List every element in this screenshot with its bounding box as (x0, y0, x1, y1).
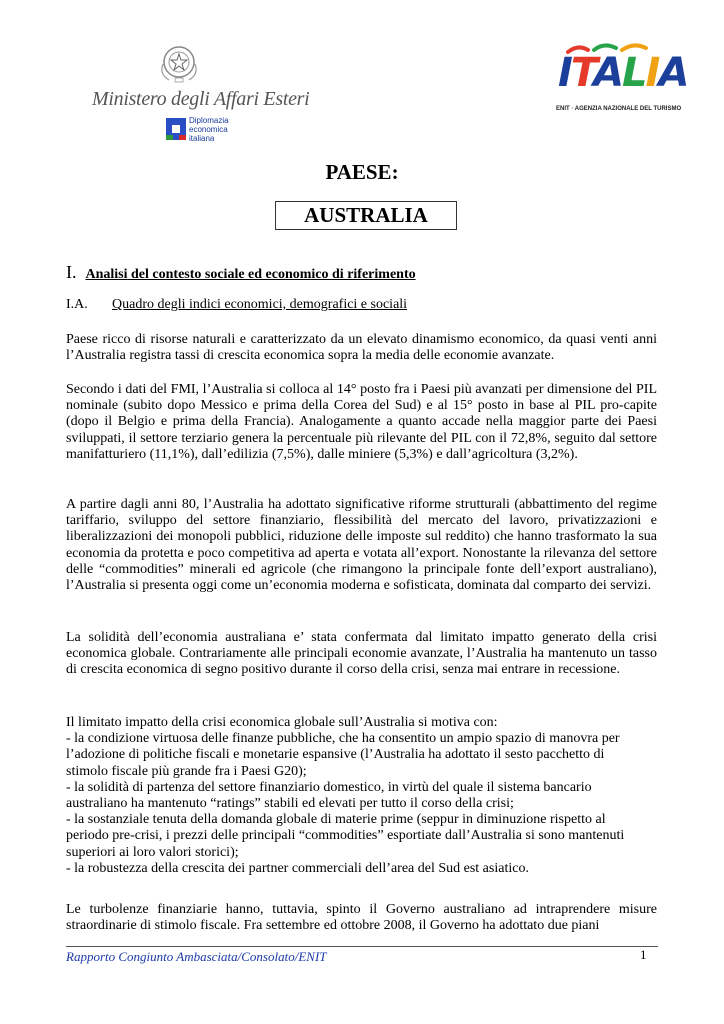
brand-letter: A (658, 50, 688, 96)
brand-letter: I (558, 50, 571, 96)
list-line: - la robustezza della crescita dei partner commerciali dell’area del Sud est asiatico. (66, 860, 529, 876)
paragraph: Le turbolenze finanziarie hanno, tuttavia, spinto il Governo australiano ad intraprendere misure straordinarie di stimolo fiscale. Fra settembre ed ottobre 2008, il Governo ha adottato due piani (66, 902, 657, 934)
section-number: I. (66, 262, 77, 282)
diplomacy-flag-icon (166, 118, 186, 140)
list-line: australiano ha mantenuto “ratings” stabili ed elevati per tutto il corso della crisi; (66, 796, 514, 812)
list-intro: Il limitato impatto della crisi economica globale sull’Australia si motiva con: (66, 715, 498, 730)
paragraph: A partire dagli anni 80, l’Australia ha adottato significative riforme strutturali (abbattimento del regime tariffario, sviluppo del settore finanziario, flessibilità del mercato del lavoro, privatizzazioni e liberalizzazioni dei monopoli pubblici, riduzione delle imposte sul reddito) che hanno trasformato la sua economia da protetta e poco competitiva ad aperta e votata all’export. Nonostante la rilevanza del settore delle “commodities” minerali ed agricole (che rimangono la principale fonte dell’export australiano), l’Australia si presenta oggi come un’economia moderna e sofisticata, dominata dal comparto dei servizi. (66, 497, 657, 594)
list-line: - la solidità di partenza del settore finanziario domestico, in virtù del quale il sistema bancario (66, 779, 592, 795)
brand-letter: A (593, 50, 623, 96)
ministry-subtitle: Diplomazia economica italiana (189, 116, 229, 143)
list-line: periodo pre-crisi, i prezzi delle principali “commodities” esportiate dall’Australia si sono mantenuti (66, 828, 625, 844)
footer-divider (66, 946, 658, 947)
paragraph: Paese ricco di risorse naturali e caratterizzato da un elevato dinamismo economico, da quasi venti anni l’Australia registra tassi di crescita economica sopra la media delle economie avanzate. (66, 332, 657, 364)
list-line: l’adozione di politiche fiscali e monetarie espansive (l’Australia ha adottato il sesto pacchetto di (66, 747, 605, 763)
italian-emblem-icon (155, 42, 203, 84)
section-heading (66, 262, 416, 283)
subsection-title: Quadro degli indici economici, demografici e sociali (112, 297, 408, 312)
list-line: - la condizione virtuosa delle finanze pubbliche, che ha consentito un ampio spazio di manovra per (66, 731, 620, 747)
ministry-name: Ministero degli Affari Esteri (92, 88, 310, 110)
page-number: 1 (640, 947, 647, 962)
list-line: - la sostanziale tenuta della domanda globale di materie prime (seppur in diminuzione rispetto al (66, 812, 606, 828)
subsection-heading (66, 297, 407, 313)
brand-letter: L (622, 50, 646, 96)
ministry-logo (92, 42, 310, 144)
paragraph: Secondo i dati del FMI, l’Australia si colloca al 14° posto fra i Paesi più avanzati per dimensione del PIL nominale (subito dopo Messico e prima della Corea del Sud) e al 15° posto in base al PIL pro-capite (dopo il Belgio e prima della Francia). Analogamente a quanto accade nella maggior parte dei Paesi sviluppati, il settore terziario genera la percentuale più rilevante del PIL con il 72,8%, seguito dal settore manifatturiero (11,1%), dall’edilizia (7,5%), dalle miniere (5,3%) e dall’agricoltura (3,2%). (66, 382, 657, 462)
section-title: Analisi del contesto sociale ed economico di riferimento (85, 267, 416, 282)
country-name: AUSTRALIA (275, 201, 457, 230)
list-line: stimolo fiscale più grande fra i Paesi G20); (66, 763, 307, 779)
brand-letter: I (645, 50, 659, 96)
brand-wordmark (558, 50, 687, 96)
brand-letter: T (570, 50, 594, 96)
list-block (66, 715, 657, 877)
page-title: PAESE: (325, 160, 399, 184)
paragraph: La solidità dell’economia australiana e’ stata confermata dal limitato impatto generato della crisi economica globale. Contrariamente alle principali economie avanzate, l’Australia ha mantenuto un tasso di crescita economica di segno positivo durante il corso della crisi, senza mai entrare in recessione. (66, 630, 657, 678)
subsection-number: I.A. (66, 297, 88, 312)
enit-logo (556, 42, 688, 122)
footer-text: Rapporto Congiunto Ambasciata/Consolato/ENIT (66, 949, 327, 964)
brand-subtitle: ENIT · AGENZIA NAZIONALE DEL TURISMO (556, 106, 682, 112)
list-line: superiori ai loro valori storici); (66, 844, 239, 860)
